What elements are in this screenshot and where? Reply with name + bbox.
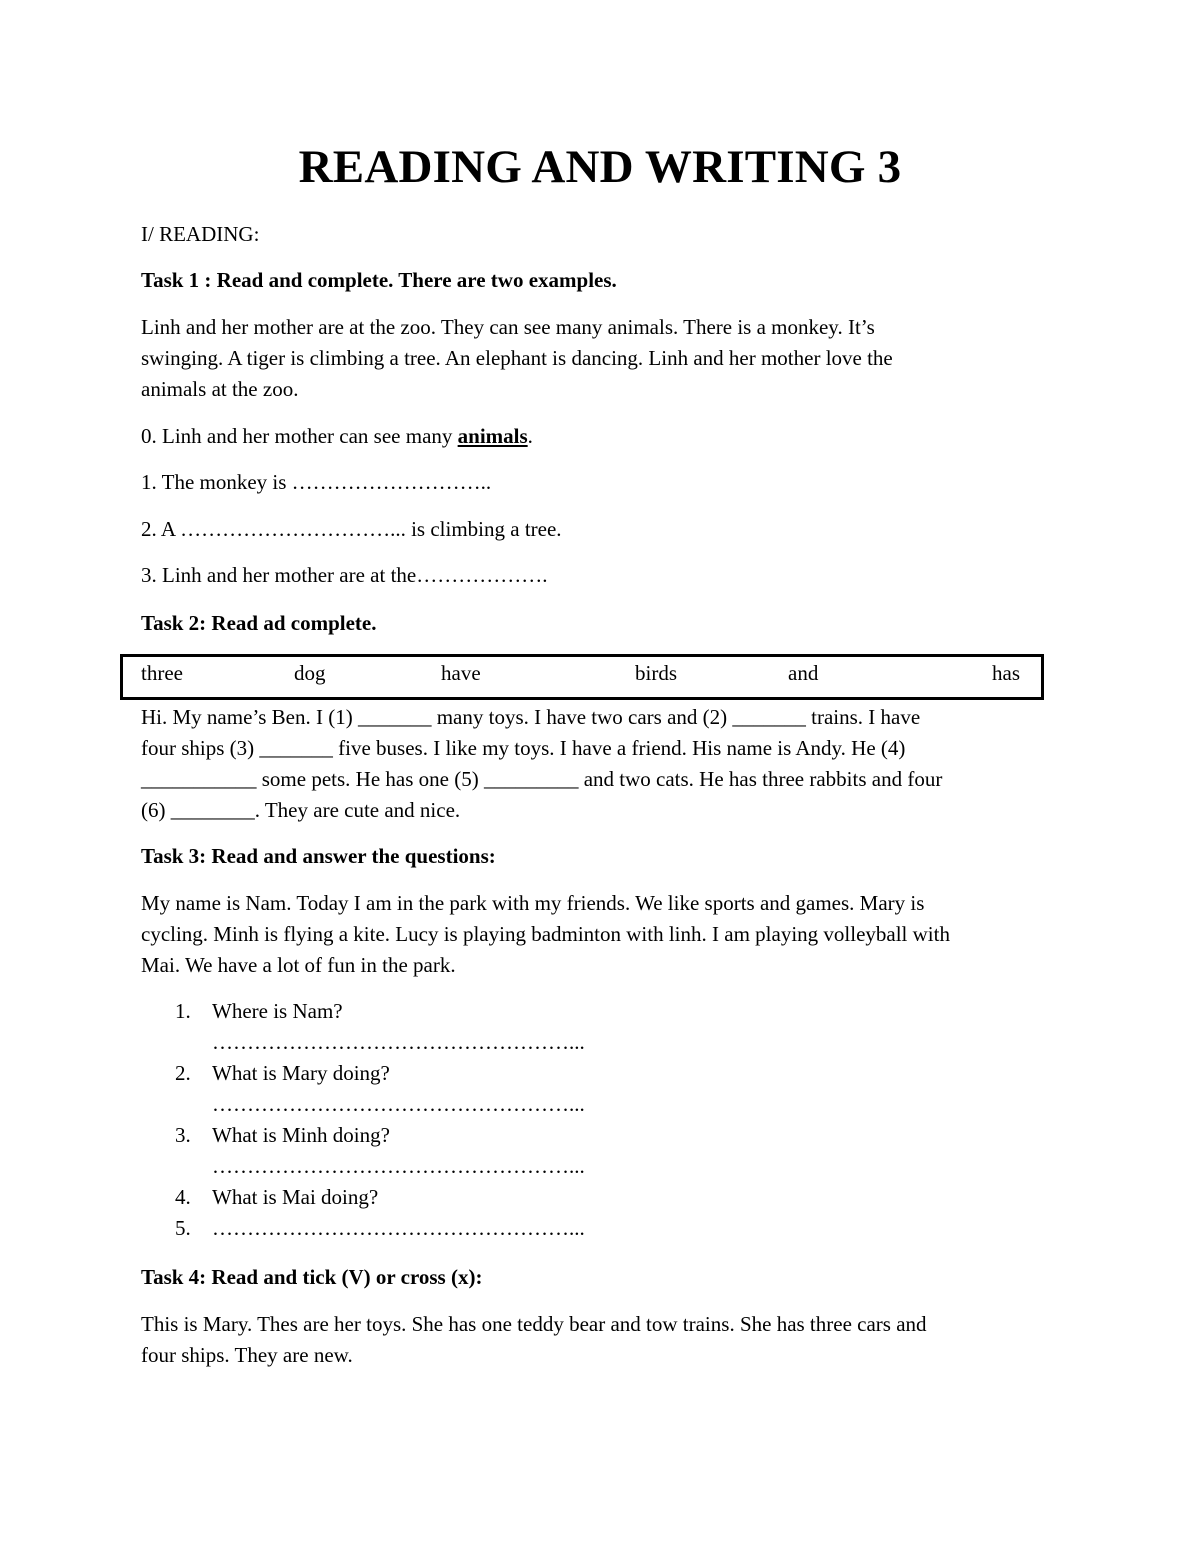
task2-passage-line: four ships (3) _______ five buses. I like my toys. I have a friend. His name is Andy. He (4) <box>141 736 906 760</box>
task4-passage <box>141 1309 1061 1371</box>
task1-heading: Task 1 : Read and complete. There are two examples. <box>141 268 617 292</box>
question-number: 3. <box>175 1123 191 1147</box>
task3-passage <box>141 888 1061 981</box>
question-number: 1. <box>175 999 191 1023</box>
task2-passage-line: ___________ some pets. He has one (5) _________ and two cats. He has three rabbits and four <box>141 767 943 791</box>
question-number: 2. <box>175 1061 191 1085</box>
task1-example-prefix: 0. Linh and her mother can see many <box>141 424 458 448</box>
word-bank-box <box>120 654 1044 700</box>
task3-heading: Task 3: Read and answer the questions: <box>141 844 496 868</box>
task1-example <box>141 421 533 452</box>
page-title: READING AND WRITING 3 <box>298 141 902 193</box>
question-text: What is Mary doing? <box>212 1061 390 1085</box>
task4-passage-line: four ships. They are new. <box>141 1343 353 1367</box>
question-number: 5. <box>175 1216 191 1240</box>
task1-passage-line: Linh and her mother are at the zoo. They can see many animals. There is a monkey. It’s <box>141 315 875 339</box>
task4-heading: Task 4: Read and tick (V) or cross (x): <box>141 1265 483 1289</box>
task1-item: 1. The monkey is ……………………….. <box>141 470 492 494</box>
task1-item: 3. Linh and her mother are at the………………. <box>141 563 548 587</box>
task4-passage-line: This is Mary. Thes are her toys. She has one teddy bear and tow trains. She has three cars and <box>141 1312 927 1336</box>
question-text: What is Mai doing? <box>212 1185 379 1209</box>
word-bank-word: has <box>992 661 1020 685</box>
answer-line: ……………………………………………... <box>212 1092 585 1116</box>
word-bank-word: birds <box>635 661 677 685</box>
task1-example-answer: animals <box>457 424 528 448</box>
task3-passage-line: My name is Nam. Today I am in the park with my friends. We like sports and games. Mary is <box>141 891 925 915</box>
question-text: Where is Nam? <box>212 999 343 1023</box>
question-text: What is Minh doing? <box>212 1123 390 1147</box>
task2-passage-line: Hi. My name’s Ben. I (1) _______ many toys. I have two cars and (2) _______ trains. I have <box>141 705 921 729</box>
answer-line: ……………………………………………... <box>212 1154 585 1178</box>
word-bank-word: and <box>788 661 819 685</box>
answer-line: ……………………………………………... <box>212 1216 585 1240</box>
task3-passage-line: Mai. We have a lot of fun in the park. <box>141 953 456 977</box>
task2-heading: Task 2: Read ad complete. <box>141 611 377 635</box>
task2-passage-line: (6) ________. They are cute and nice. <box>141 798 461 822</box>
task1-passage <box>141 312 1061 405</box>
task1-example-suffix: . <box>527 424 533 448</box>
task1-passage-line: animals at the zoo. <box>141 377 299 401</box>
word-bank-word: have <box>441 661 481 685</box>
task1-passage-line: swinging. A tiger is climbing a tree. An elephant is dancing. Linh and her mother love the <box>141 346 893 370</box>
question-number: 4. <box>175 1185 191 1209</box>
task3-passage-line: cycling. Minh is flying a kite. Lucy is playing badminton with linh. I am playing volleyball with <box>141 922 950 946</box>
section-heading: I/ READING: <box>141 222 260 246</box>
word-bank-word: three <box>141 661 183 685</box>
word-bank-word: dog <box>294 661 326 685</box>
task2-passage <box>141 702 1061 826</box>
task1-item: 2. A …………………………... is climbing a tree. <box>141 517 562 541</box>
answer-line: ……………………………………………... <box>212 1030 585 1054</box>
